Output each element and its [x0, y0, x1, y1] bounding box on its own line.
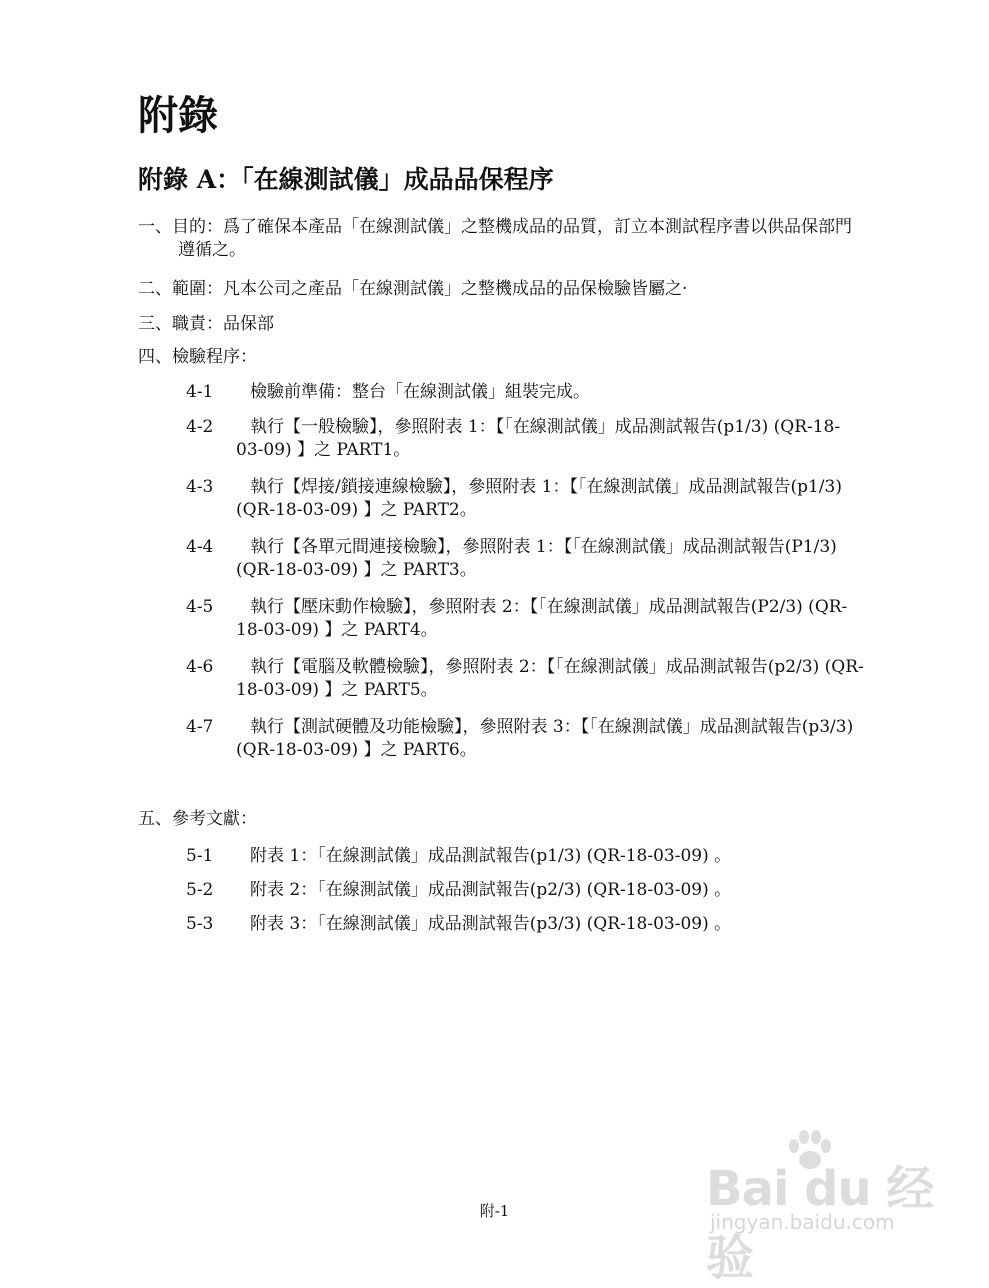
step-item: [186, 476, 866, 522]
reference-text: 附表 1：「在線測試儀」成品測試報告(p1/3) (QR-18-03-09) 。: [250, 846, 732, 866]
reference-text: 附表 3：「在線測試儀」成品測試報告(p3/3) (QR-18-03-09) 。: [250, 914, 732, 934]
step-item: [186, 716, 866, 762]
step-number: 4-4: [186, 537, 214, 557]
reference-number: 5-1: [186, 846, 214, 866]
step-number: 4-1: [186, 382, 214, 402]
step-number: 4-6: [186, 657, 214, 677]
page-number: 附-1: [479, 1202, 510, 1220]
responsibility-paragraph: [138, 313, 858, 336]
watermark-logo: Bai du 经验: [706, 1161, 934, 1286]
section-title: 附錄 A：「在線測試儀」成品品保程序: [138, 165, 554, 194]
procedure-heading: [138, 346, 858, 369]
step-item: [186, 381, 866, 404]
scope-paragraph: [138, 278, 858, 301]
step-text: 執行【各單元間連接檢驗】，參照附表 1：【「在線測試儀」成品測試報告(P1/3) (QR-18-03-09) 】之 PART3。: [236, 537, 837, 580]
reference-text: 附表 2：「在線測試儀」成品測試報告(p2/3) (QR-18-03-09) 。: [250, 880, 732, 900]
references-heading: [138, 808, 858, 831]
reference-item: [186, 913, 826, 936]
procedure-heading-text: 四、檢驗程序：: [138, 347, 257, 367]
step-text: 執行【焊接/鎖接連線檢驗】，參照附表 1：【「在線測試儀」成品測試報告(p1/3) (QR-18-03-09) 】之 PART2。: [236, 477, 842, 520]
step-item: [186, 536, 866, 582]
step-number: 4-2: [186, 417, 214, 437]
responsibility-text: 三、職責：品保部: [138, 314, 274, 334]
step-number: 4-7: [186, 717, 214, 737]
step-text: 執行【一般檢驗】，參照附表 1：【「在線測試儀」成品測試報告(p1/3) (QR-18-03-09) 】之 PART1。: [236, 417, 841, 460]
step-item: [186, 596, 866, 642]
step-text: 執行【測試硬體及功能檢驗】，參照附表 3：【「在線測試儀」成品測試報告(p3/3) (QR-18-03-09) 】之 PART6。: [236, 717, 854, 760]
references-heading-text: 五、參考文獻：: [138, 809, 257, 829]
step-text: 檢驗前準備：整台「在線測試儀」組裝完成。: [250, 382, 590, 402]
purpose-paragraph: [138, 216, 858, 262]
step-number: 4-3: [186, 477, 214, 497]
watermark: [700, 1130, 940, 1286]
step-item: [186, 656, 866, 702]
step-item: [186, 416, 866, 462]
page-title: 附錄: [138, 92, 218, 139]
step-text: 執行【電腦及軟體檢驗】，參照附表 2：【「在線測試儀」成品測試報告(p2/3) (QR-18-03-09) 】之 PART5。: [236, 657, 864, 700]
reference-item: [186, 879, 826, 902]
purpose-text: 一、目的：爲了確保本產品「在線測試儀」之整機成品的品質，訂立本測試程序書以供品保部門遵循之。: [138, 217, 852, 260]
step-number: 4-5: [186, 597, 214, 617]
reference-number: 5-3: [186, 914, 214, 934]
reference-item: [186, 845, 826, 868]
watermark-url: jingyan.baidu.com: [710, 1210, 895, 1234]
scope-text: 二、範圍：凡本公司之產品「在線測試儀」之整機成品的品保檢驗皆屬之·: [138, 279, 688, 299]
reference-number: 5-2: [186, 880, 214, 900]
step-text: 執行【壓床動作檢驗】，參照附表 2：【「在線測試儀」成品測試報告(P2/3) (QR-18-03-09) 】之 PART4。: [236, 597, 848, 640]
